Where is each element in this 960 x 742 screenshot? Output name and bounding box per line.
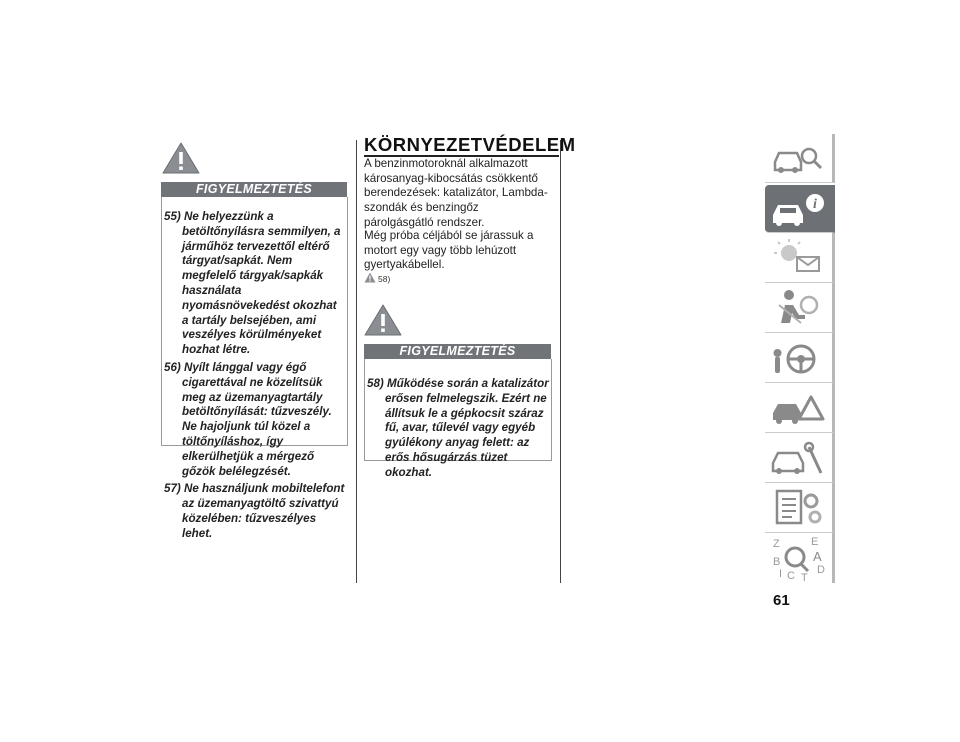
- warning-list-left: [162, 197, 347, 542]
- warning-item-58: 58) Működése során a katalizátor erősen felmelegszik. Ezért ne állítsuk le a gépkocsit száraz fű, avar, tűlevél vagy egyéb gyúlékony anyag felett: az erős hősugárzás tüzet okozhat.: [367, 377, 549, 479]
- index-letter-c: C: [787, 570, 795, 582]
- tab-warning-lights[interactable]: [765, 233, 835, 283]
- warning-item-56: 56) Nyílt lánggal vagy égő cigarettával ne közelítsük meg az üzemanyagtartály betöltőnyílását: tűzveszély. Ne hajoljunk túl közel a töltőnyíláshoz, így elkerülhetjük a mérgező gőzök belélegzését.: [164, 360, 332, 478]
- paragraph-spark-plug: Még próba céljából se járassuk a motort egy vagy több lehúzott gyertyakábellel.: [364, 229, 534, 272]
- warning-item-57: 57) Ne használjunk mobiltelefont az üzemanyagtöltő szivattyú közelében: tűzveszélyes lehet.: [164, 482, 345, 540]
- car-inspection-icon: [765, 134, 835, 182]
- warning-heading-right: FIGYELMEZTETÉS: [364, 344, 551, 359]
- warning-box-left: [161, 197, 348, 540]
- index-letter-t: T: [801, 572, 808, 583]
- warning-triangle-icon: [161, 141, 201, 175]
- alphabetical-index-icon: [765, 533, 835, 583]
- column-divider-right: [560, 140, 561, 583]
- warning-list-right: [365, 359, 551, 481]
- index-letter-b: B: [773, 556, 781, 568]
- section-title: KÖRNYEZETVÉDELEM: [364, 134, 576, 155]
- tab-technical-data[interactable]: [765, 483, 835, 533]
- tab-car-info[interactable]: [765, 185, 835, 233]
- index-letter-i: I: [779, 568, 783, 580]
- tab-emergency[interactable]: [765, 383, 835, 433]
- tab-safety[interactable]: [765, 283, 835, 333]
- warning-heading-left: FIGYELMEZTETÉS: [161, 182, 347, 197]
- index-letter-d: D: [817, 564, 825, 576]
- car-info-icon: [765, 185, 835, 233]
- index-letter-z: Z: [773, 538, 780, 550]
- page-number: 61: [773, 592, 790, 609]
- warning-triangle-icon-right: [363, 303, 403, 337]
- svg-text:i: i: [813, 197, 817, 212]
- index-letter-e: E: [811, 536, 819, 548]
- passenger-safety-icon: [765, 283, 835, 331]
- tab-maintenance[interactable]: [765, 433, 835, 483]
- warning-box-right: [364, 359, 552, 479]
- small-warning-icon: [364, 272, 376, 283]
- tab-driving[interactable]: [765, 333, 835, 383]
- car-warning-triangle-icon: [765, 383, 835, 431]
- column-divider-left: [356, 140, 357, 583]
- car-maintenance-icon: [765, 433, 835, 481]
- note-reference: 58): [378, 274, 391, 284]
- chapter-tabs: [765, 134, 841, 583]
- paragraph-emission-devices: A benzinmotoroknál alkalmazott károsanyag-kibocsátás csökkentő berendezések: katalizátor, Lambda-szondák és benzingőz párolgásgátló rendszer.: [364, 157, 548, 229]
- steering-wheel-icon: [765, 333, 835, 381]
- warning-item-55: 55) Ne helyezzünk a betöltőnyílásra semmilyen, a járműhöz tervezettől eltérő tárgyat/sapkát. Nem megfelelő tárgyak/sapkák használata nyomásnövekedést okozhat a tartály belsejében, ami veszélyes körülményeket hozhat létre.: [164, 210, 341, 357]
- tab-car-inspection[interactable]: [765, 134, 835, 183]
- warning-lights-message-icon: [765, 233, 835, 281]
- tab-index[interactable]: [765, 533, 835, 583]
- technical-data-icon: [765, 483, 835, 531]
- index-letter-a: A: [813, 549, 822, 564]
